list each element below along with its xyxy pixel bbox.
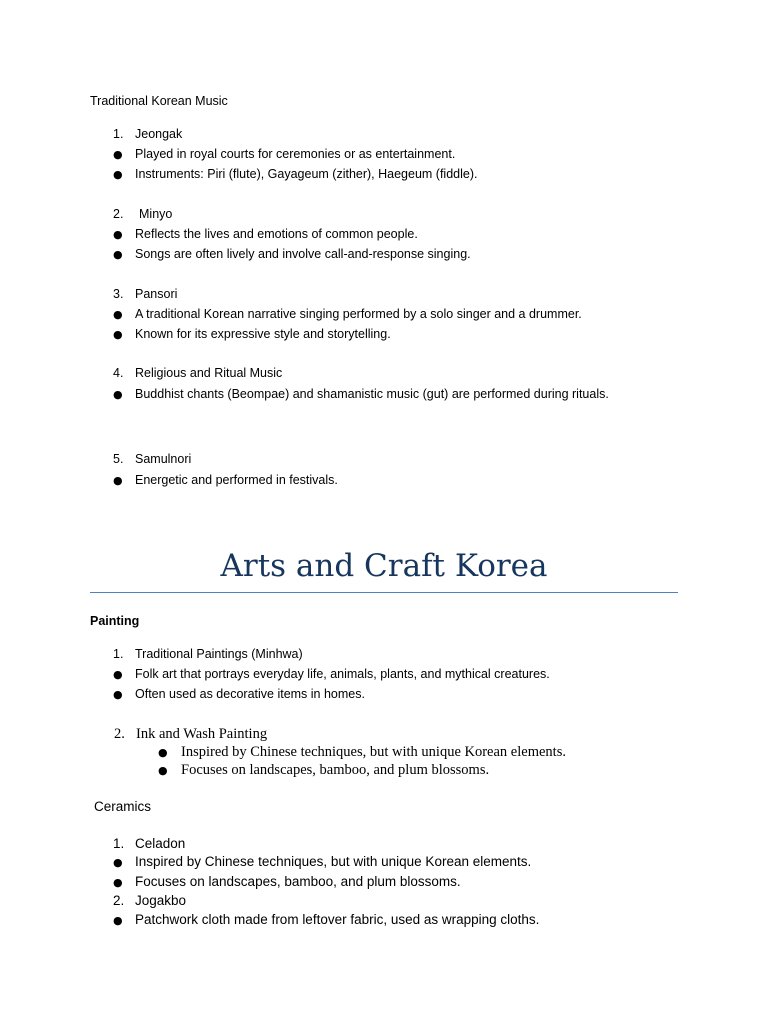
bullet-icon: ● bbox=[158, 746, 168, 759]
list-number: 3. bbox=[113, 287, 124, 301]
music-item-title: Pansori bbox=[135, 287, 178, 301]
list-number: 2. bbox=[114, 726, 125, 742]
list-number: 1. bbox=[113, 836, 125, 851]
bullet-icon: ● bbox=[113, 856, 123, 869]
bullet-icon: ● bbox=[113, 168, 123, 181]
bullet-icon: ● bbox=[113, 388, 123, 401]
list-number: 5. bbox=[113, 452, 124, 466]
bullet-icon: ● bbox=[158, 764, 168, 777]
page-title: Arts and Craft Korea bbox=[220, 548, 548, 584]
list-item: Played in royal courts for ceremonies or as entertainment. bbox=[135, 147, 456, 161]
ceramics-item-title: Jogakbo bbox=[135, 893, 187, 908]
bullet-icon: ● bbox=[113, 148, 123, 161]
music-item-title: Minyo bbox=[139, 207, 173, 221]
list-item: Patchwork cloth made from leftover fabric, used as wrapping cloths. bbox=[135, 912, 540, 927]
list-number: 1. bbox=[113, 647, 124, 661]
music-heading: Traditional Korean Music bbox=[90, 94, 228, 108]
list-number: 1. bbox=[113, 127, 124, 141]
list-item: Songs are often lively and involve call-and-response singing. bbox=[135, 247, 471, 261]
bullet-icon: ● bbox=[113, 688, 123, 701]
list-item: Buddhist chants (Beompae) and shamanistic music (gut) are performed during rituals. bbox=[135, 387, 609, 401]
list-item: Folk art that portrays everyday life, animals, plants, and mythical creatures. bbox=[135, 667, 550, 681]
bullet-icon: ● bbox=[113, 668, 123, 681]
list-item: Instruments: Piri (flute), Gayageum (zither), Haegeum (fiddle). bbox=[135, 167, 478, 181]
list-item: Focuses on landscapes, bamboo, and plum blossoms. bbox=[181, 762, 490, 778]
bullet-icon: ● bbox=[113, 248, 123, 261]
painting-heading: Painting bbox=[90, 614, 140, 628]
list-item: Inspired by Chinese techniques, but with unique Korean elements. bbox=[181, 744, 566, 760]
ceramics-heading: Ceramics bbox=[94, 799, 152, 814]
painting-item-title: Traditional Paintings (Minhwa) bbox=[135, 647, 303, 661]
bullet-icon: ● bbox=[113, 308, 123, 321]
bullet-icon: ● bbox=[113, 228, 123, 241]
title-divider bbox=[90, 592, 678, 593]
list-number: 4. bbox=[113, 366, 124, 380]
list-item: Energetic and performed in festivals. bbox=[135, 473, 338, 487]
painting-item-title: Ink and Wash Painting bbox=[136, 726, 268, 742]
list-item: Focuses on landscapes, bamboo, and plum blossoms. bbox=[135, 874, 461, 889]
list-item: Reflects the lives and emotions of common people. bbox=[135, 227, 418, 241]
list-number: 2. bbox=[113, 207, 124, 221]
bullet-icon: ● bbox=[113, 328, 123, 341]
list-item: Known for its expressive style and storytelling. bbox=[135, 327, 391, 341]
bullet-icon: ● bbox=[113, 474, 123, 487]
bullet-icon: ● bbox=[113, 876, 123, 889]
list-item: Often used as decorative items in homes. bbox=[135, 687, 365, 701]
bullet-icon: ● bbox=[113, 914, 123, 927]
music-item-title: Samulnori bbox=[135, 452, 192, 466]
list-number: 2. bbox=[113, 893, 125, 908]
music-item-title: Religious and Ritual Music bbox=[135, 366, 283, 380]
music-item-title: Jeongak bbox=[135, 127, 183, 141]
list-item: Inspired by Chinese techniques, but with unique Korean elements. bbox=[135, 854, 532, 869]
list-item: A traditional Korean narrative singing performed by a solo singer and a drummer. bbox=[135, 307, 582, 321]
ceramics-item-title: Celadon bbox=[135, 836, 186, 851]
